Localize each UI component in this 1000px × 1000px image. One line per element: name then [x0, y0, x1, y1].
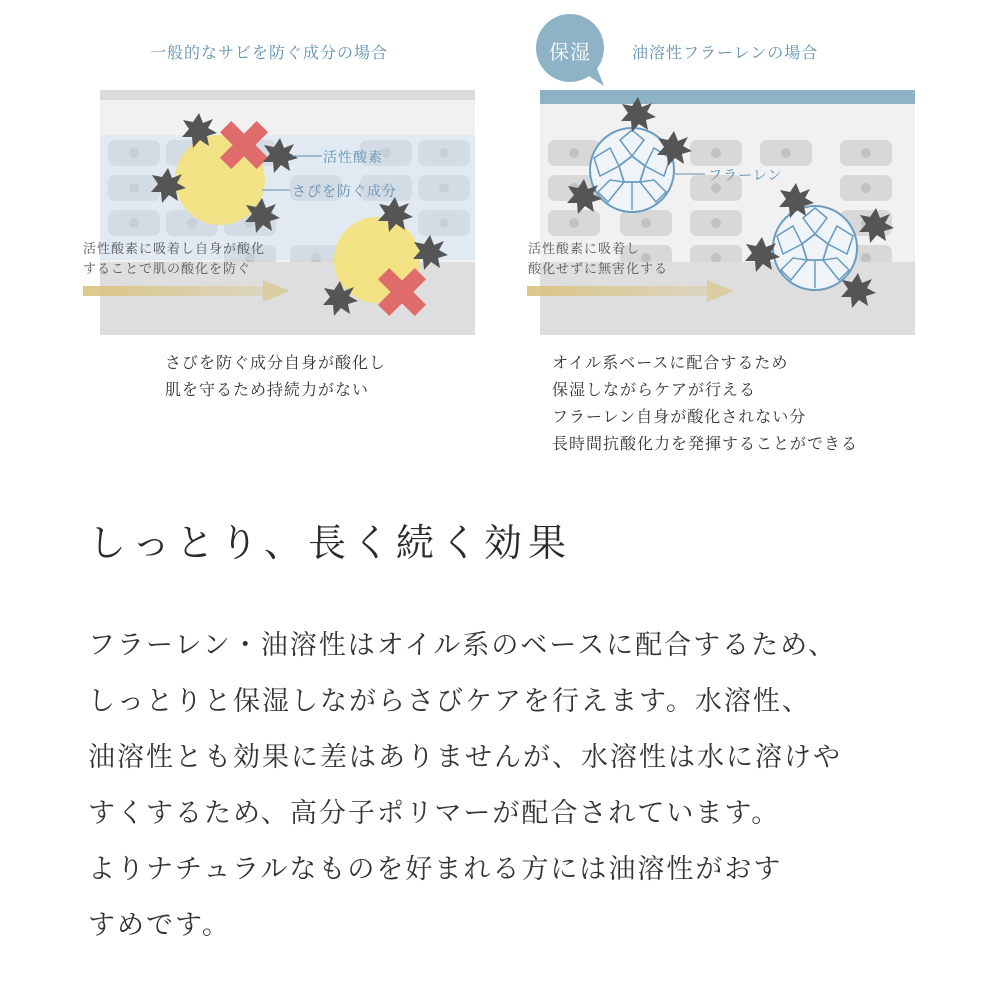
- right-caption-line: フラーレン自身が酸化されない分: [552, 407, 807, 426]
- right-panel-title: 油溶性フラーレンの場合: [632, 43, 819, 62]
- active-oxygen-callout: 活性酸素: [323, 150, 383, 166]
- left-mechanism-text: [83, 240, 265, 280]
- left-caption-line: さびを防ぐ成分自身が酸化し: [165, 353, 387, 372]
- right-skin-diagram: [527, 90, 915, 335]
- left-panel-title: 一般的なサビを防ぐ成分の場合: [150, 43, 389, 62]
- fullerene-molecule-2: [773, 206, 857, 290]
- right-mechanism-line: 活性酸素に吸着し: [528, 242, 641, 257]
- left-caption: [165, 349, 386, 403]
- right-mechanism-line: 酸化せずに無害化する: [528, 262, 669, 277]
- right-caption-line: 保湿しながらケアが行える: [552, 380, 757, 399]
- body-line: フラーレン・油溶性はオイル系のベースに配合するため、: [88, 630, 838, 661]
- left-skin-diagram: [83, 90, 475, 335]
- left-caption-line: 肌を守るため持続力がない: [165, 380, 370, 399]
- body-line: 油溶性とも効果に差はありませんが、水溶性は水に溶けや: [88, 742, 842, 773]
- body-paragraph: [88, 618, 928, 954]
- left-mechanism-line: 活性酸素に吸着し自身が酸化: [83, 242, 266, 257]
- body-line: すめです。: [88, 910, 231, 941]
- body-line: しっとりと保湿しながらさびケアを行えます。水溶性、: [88, 686, 811, 717]
- right-caption: [552, 349, 858, 457]
- right-arrow-bar: [527, 286, 707, 296]
- fullerene-callout: フラーレン: [708, 168, 783, 184]
- right-caption-line: オイル系ベースに配合するため: [552, 353, 789, 372]
- right-mechanism-text: [528, 240, 668, 280]
- body-line: すくするため、高分子ポリマーが配合されています。: [88, 798, 781, 829]
- body-line: よりナチュラルなものを好まれる方には油溶性がおす: [88, 854, 783, 885]
- left-mechanism-line: することで肌の酸化を防ぐ: [83, 262, 252, 277]
- moisture-badge-label: 保湿: [549, 40, 591, 64]
- left-arrow-bar: [83, 286, 263, 296]
- right-caption-line: 長時間抗酸化力を発揮することができる: [552, 434, 859, 453]
- section-heading: しっとり、長く続く効果: [88, 521, 573, 565]
- antirust-component-callout: さびを防ぐ成分: [292, 184, 397, 200]
